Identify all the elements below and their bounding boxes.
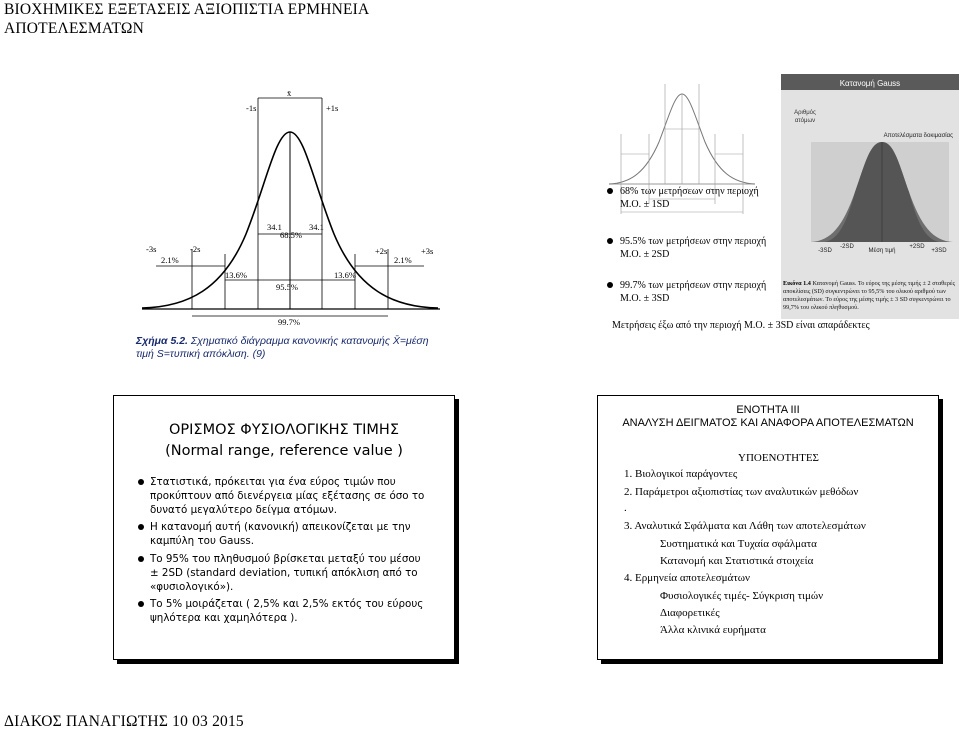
slide-2-bullet-list: [150, 476, 450, 630]
slide-2-title: ΟΡΙΣΜΟΣ ΦΥΣΙΟΛΟΓΙΚΗΣ ΤΙΜΗΣ: [169, 422, 399, 438]
gauss-title: Κατανομή Gauss: [839, 79, 901, 88]
subunit-3: 3. Αναλυτικά Σφάλματα και Λάθη των αποτελεσμάτων: [624, 520, 866, 532]
value-95-5: 95.5%: [276, 282, 298, 292]
subunit-4: 4. Ερμηνεία αποτελεσμάτων: [624, 572, 750, 584]
bell-curve-diagram: [128, 84, 450, 334]
bullet-68-line-2: Μ.Ο. ± 1SD: [620, 199, 670, 210]
slide-2-subtitle: (Normal range, reference value ): [165, 443, 403, 459]
value-99-7: 99.7%: [278, 317, 300, 327]
subunit-3a: Συστηματικά και Τυχαία σφάλματα: [660, 538, 817, 550]
figure-3-caption-text: Κατανομή Gauss. Το εύρος της μέσης τιμής ± 2 σταθερές αποκλίσεις (SD) συγκεντρώνει το 95,5% του ολικού αριθμού των αποτελεσμάτων. Το εύρος της μέσης τιμής ± 3 SD συγκεντρώνει το 99,7% του ολικού πληθυσμού.: [783, 280, 955, 311]
slide-1: [128, 44, 955, 360]
figure-3-caption-label: Εικόνα 1.4: [783, 280, 811, 287]
list-item: [150, 553, 450, 594]
list-item-line: Το 95% του πληθυσμού βρίσκεται μεταξύ του μέσου: [150, 552, 421, 565]
value-13-6-left: 13.6%: [225, 270, 247, 280]
list-item-line: δυνατό μεγαλύτερο δείγμα ατόμων.: [150, 503, 338, 516]
value-13-6-right: 13.6%: [334, 270, 356, 280]
header-line-1: ΒΙΟΧΗΜΙΚΕΣ ΕΞΕΤΑΣΕΙΣ ΑΞΙΟΠΙΣΤΙΑ ΕΡΜΗΝΕΙΑ: [4, 1, 370, 18]
measurements-note: Μετρήσεις έξω από την περιοχή Μ.Ο. ± 3SD είναι απαράδεκτες: [612, 320, 870, 331]
header-line-2: ΑΠΟΤΕΛΕΣΜΑΤΩΝ: [4, 20, 145, 37]
gauss-ylabel-1: Αριθμός: [794, 110, 816, 116]
figure-1-caption-text: Σχηματικό διάγραμμα κανονικής κατανομής X̄=μέση τιμή S=τυπική απόκλιση. (9): [136, 335, 429, 360]
unit-heading: ΑΝΑΛΥΣΗ ΔΕΙΓΜΑΤΟΣ ΚΑΙ ΑΝΑΦΟΡΑ ΑΠΟΤΕΛΕΣΜΑΤΩΝ: [622, 417, 914, 429]
subunit-4a: Φυσιολογικές τιμές- Σύγκριση τιμών: [660, 590, 824, 602]
mean-label: x̄: [287, 88, 292, 98]
minus-2s-label: -2s: [190, 244, 201, 254]
bullet-68: [620, 185, 759, 211]
list-item: [150, 476, 450, 517]
bullet-dot: [138, 601, 144, 607]
subunit-4b: Διαφορετικές: [660, 607, 720, 619]
list-item-line: Στατιστικά, πρόκειται για ένα εύρος τιμών που: [150, 476, 396, 488]
tick-plus-3sd: +3SD: [931, 248, 947, 254]
list-item-line: «φυσιολογικό»).: [150, 580, 234, 593]
figure-1-caption: [136, 335, 448, 361]
bullet-95-line-1: 95.5% των μετρήσεων στην περιοχή: [620, 236, 767, 247]
bullet-dot: [607, 282, 613, 288]
document-header: [4, 0, 369, 38]
subunit-dot: .: [624, 502, 627, 514]
list-item: [150, 521, 450, 549]
tick-plus-2sd: +2SD: [909, 244, 925, 250]
document-footer: ΔΙΑΚΟΣ ΠΑΝΑΓΙΩΤΗΣ 10 03 2015: [4, 713, 244, 730]
bullet-dot: [607, 188, 613, 194]
bullet-99: [620, 279, 766, 305]
bullet-dot: [607, 238, 613, 244]
tick-mean: Μέση τιμή: [868, 248, 896, 254]
tick-minus-3sd: -3SD: [818, 248, 832, 254]
list-item-line: ψηλότερα και χαμηλότερα ).: [150, 612, 298, 625]
subunit-4c: Άλλα κλινικά ευρήματα: [660, 624, 766, 636]
bullet-dot: [138, 556, 144, 562]
bullet-dot: [138, 524, 144, 530]
slide-3-unit-contents: [597, 395, 939, 660]
minus-1s-label: -1s: [246, 103, 257, 113]
slide-2-normal-range: [113, 395, 455, 660]
bullet-99-line-1: 99.7% των μετρήσεων στην περιοχή: [620, 280, 767, 291]
gauss-curve-diagram: [781, 74, 959, 279]
bullet-99-line-2: Μ.Ο. ± 3SD: [620, 293, 670, 304]
gauss-results-label: Αποτελέσματα δοκιμασίας: [883, 133, 953, 139]
minus-3s-label: -3s: [146, 244, 157, 254]
subunit-2: 2. Παράμετροι αξιοπιστίας των αναλυτικών μεθόδων: [624, 486, 859, 498]
plus-2s-label: +2s: [375, 246, 388, 256]
value-68-5: 68.5%: [280, 230, 302, 240]
tick-minus-2sd: -2SD: [840, 244, 854, 250]
gauss-distribution-figure: [781, 74, 959, 319]
value-34-1-right: 34.1: [309, 222, 324, 232]
bullet-68-line-1: 68% των μετρήσεων στην περιοχή: [620, 186, 759, 197]
figure-3-caption: [783, 280, 959, 312]
gauss-ylabel-2: ατόμων: [794, 118, 816, 124]
list-item: [150, 598, 450, 626]
subunits-heading: ΥΠΟΕΝΟΤΗΤΕΣ: [738, 452, 819, 464]
bullet-95-line-2: Μ.Ο. ± 2SD: [620, 249, 670, 260]
unit-title: ΕΝΟΤΗΤΑ ΙΙΙ: [736, 404, 800, 416]
value-2-1-left: 2.1%: [161, 255, 179, 265]
bullet-dot: [138, 479, 144, 485]
list-item-line: καμπύλη του Gauss.: [150, 535, 255, 548]
plus-3s-label: +3s: [421, 246, 434, 256]
value-34-1-left: 34.1: [267, 222, 282, 232]
list-item-line: προκύπτουν από διενέργεια μίας εξέτασης σε όσο το: [150, 489, 425, 502]
list-item-line: ± 2SD (standard deviation, τυπική απόκλιση από το: [150, 566, 418, 579]
normal-distribution-figure: [128, 84, 450, 371]
value-2-1-right: 2.1%: [394, 255, 412, 265]
list-item-line: Η κατανομή αυτή (κανονική) απεικονίζεται με την: [150, 521, 411, 534]
list-item-line: Το 5% μοιράζεται ( 2,5% και 2,5% εκτός του εύρους: [150, 598, 424, 611]
bullet-95: [620, 235, 766, 261]
subunit-3b: Κατανομή και Στατιστικά στοιχεία: [660, 555, 814, 567]
plus-1s-label: +1s: [326, 103, 339, 113]
subunit-1: 1. Βιολογικοί παράγοντες: [624, 468, 738, 480]
figure-1-caption-label: Σχήμα 5.2.: [136, 335, 188, 347]
